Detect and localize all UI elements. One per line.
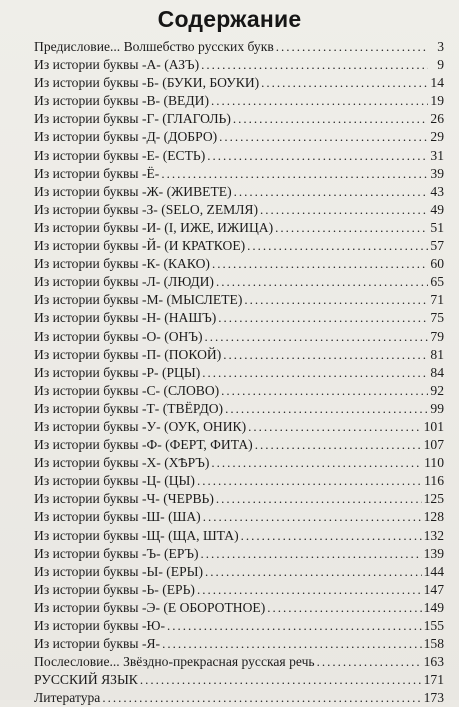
toc-entry-page: 155 (423, 618, 444, 633)
toc-entry-title: РУССКИЙ ЯЗЫК (34, 672, 138, 688)
toc-entry-title: Из истории буквы -Й- (И КРАТКОЕ) (34, 238, 246, 254)
toc-entry-page: 107 (423, 437, 444, 453)
toc-entry-page: 173 (423, 690, 444, 706)
toc-entry (34, 291, 444, 309)
toc-entry-title: Из истории буквы -Ё- (34, 165, 160, 181)
toc-entry-page: 31 (430, 147, 444, 163)
dot-leader (248, 418, 421, 436)
dot-leader (201, 545, 422, 563)
toc-entry-page: 65 (430, 274, 444, 290)
toc-entry-page: 147 (423, 581, 444, 597)
toc-entry-page: 132 (423, 527, 444, 543)
dot-leader (219, 128, 428, 146)
dot-leader (212, 255, 428, 273)
dot-leader (211, 92, 428, 110)
toc-entry-title: Из истории буквы -Н- (НАШЪ) (34, 310, 217, 326)
toc-entry-title: Из истории буквы -П- (ПОКОЙ) (34, 346, 222, 362)
toc-entry-title: Из истории буквы -М- (МЫСЛЕТЕ) (34, 292, 243, 308)
toc-entry (34, 599, 444, 617)
toc-entry (34, 671, 444, 689)
toc-entry (34, 436, 444, 454)
toc-entry-title: Из истории буквы -В- (ВЕДИ) (34, 93, 209, 109)
toc-entry-page: 149 (423, 599, 444, 615)
toc-entry-title: Из истории буквы -Б- (БУКИ, БОУКИ) (34, 75, 260, 91)
toc-entry-page: 14 (430, 75, 444, 91)
toc-entry-title: Из истории буквы -Д- (ДОБРО) (34, 129, 218, 145)
dot-leader (255, 436, 422, 454)
dot-leader (161, 165, 428, 183)
toc-entry (34, 581, 444, 599)
toc-entry (34, 255, 444, 273)
dot-leader (247, 237, 428, 255)
toc-entry-title: Из истории буквы -Щ- (ЩА, ШТА) (34, 527, 239, 543)
toc-entry-page: 75 (430, 310, 444, 326)
toc-entry-title: Из истории буквы -Р- (РЦЫ) (34, 364, 201, 380)
toc-entry (34, 237, 444, 255)
dot-leader (221, 382, 428, 400)
toc-entry (34, 689, 444, 707)
dot-leader (205, 563, 422, 581)
toc-entry-page: 43 (430, 183, 444, 199)
toc-entry-title: Из истории буквы -С- (СЛОВО) (34, 382, 220, 398)
toc-entry (34, 219, 444, 237)
toc-entry (34, 92, 444, 110)
toc-entry-title: Из истории буквы -Э- (Е ОБОРОТНОЕ) (34, 599, 266, 615)
dot-leader (216, 490, 422, 508)
toc-entry-title: Послесловие... Звёздно-прекрасная русская речь (34, 654, 315, 670)
toc-entry-page: 125 (423, 491, 444, 507)
toc-entry (34, 201, 444, 219)
toc-entry-page: 3 (437, 39, 444, 54)
toc-entry-title: Из истории буквы -Ш- (ША) (34, 509, 201, 525)
toc-entry (34, 364, 444, 382)
toc-entry-page: 57 (430, 238, 444, 254)
toc-entry (34, 110, 444, 128)
toc-entry-page: 128 (423, 509, 444, 525)
toc-entry (34, 400, 444, 418)
toc-entry-page: 139 (423, 545, 444, 561)
toc-entry-title: Из истории буквы -Ы- (ЕРЫ) (34, 563, 204, 579)
toc-entry (34, 273, 444, 291)
toc-entry-page: 19 (430, 93, 444, 109)
dot-leader (260, 201, 428, 219)
dot-leader (276, 38, 428, 56)
toc-entry (34, 418, 444, 436)
dot-leader (211, 454, 422, 472)
dot-leader (202, 364, 428, 382)
toc-entry-title: Из истории буквы -Ц- (ЦЫ) (34, 473, 195, 489)
toc-entry-page: 51 (430, 219, 444, 235)
toc-entry-page: 60 (430, 256, 444, 272)
toc-entry-page: 49 (430, 201, 444, 217)
toc-entry-page: 171 (423, 672, 444, 688)
toc-entry-title: Из истории буквы -И- (I, ИЖЕ, ИЖИЦА) (34, 219, 274, 235)
toc-entry (34, 508, 444, 526)
toc-entry-page: 79 (430, 328, 444, 344)
toc-entry-title: Из истории буквы -Г- (ГЛАГОЛЬ) (34, 111, 231, 127)
dot-leader (201, 56, 428, 74)
dot-leader (317, 653, 422, 671)
toc-entry (34, 382, 444, 400)
toc-entry-title: Из истории буквы -Ю- (34, 618, 165, 633)
dot-leader (140, 671, 422, 689)
dot-leader (223, 346, 428, 364)
toc-entry-title: Из истории буквы -Т- (ТВЁРДО) (34, 400, 224, 416)
toc-entry-title: Из истории буквы -З- (SЕLO, ZЕМЛЯ) (34, 201, 259, 217)
toc-entry (34, 74, 444, 92)
dot-leader (261, 74, 428, 92)
dot-leader (267, 599, 421, 617)
toc-entry (34, 653, 444, 671)
dot-leader (233, 110, 428, 128)
toc-entry-page: 84 (430, 364, 444, 380)
dot-leader (225, 400, 428, 418)
dot-leader (203, 508, 422, 526)
toc-entry-title: Литература (34, 690, 101, 706)
dot-leader (275, 219, 428, 237)
toc-entry (34, 38, 444, 56)
toc-entry-page: 144 (423, 563, 444, 579)
toc-entry-page: 29 (430, 129, 444, 145)
toc-entry-page: 110 (424, 455, 444, 471)
toc-entry (34, 56, 444, 74)
toc-entry-page: 92 (430, 382, 444, 398)
toc-entry-title: Из истории буквы -Ь- (ЕРЬ) (34, 581, 195, 597)
toc-entry (34, 165, 444, 183)
toc-entry (34, 563, 444, 581)
dot-leader (205, 328, 428, 346)
toc-entry-page: 39 (430, 165, 444, 181)
toc-entry (34, 309, 444, 327)
toc-entry-title: Из истории буквы -О- (ОНЪ) (34, 328, 203, 344)
toc-entry (34, 490, 444, 508)
page-title: Содержание (157, 6, 302, 32)
dot-leader (167, 617, 422, 635)
toc-entry-title: Из истории буквы -Я- (34, 636, 161, 652)
toc-entry (34, 527, 444, 545)
toc-entry-title: Из истории буквы -Л- (ЛЮДИ) (34, 274, 214, 290)
dot-leader (197, 472, 422, 490)
toc-entry (34, 617, 444, 635)
toc-entry (34, 147, 444, 165)
toc-entry-page: 9 (437, 57, 444, 73)
dot-leader (216, 273, 428, 291)
dot-leader (162, 635, 422, 653)
toc-entry (34, 346, 444, 364)
toc-entry-title: Из истории буквы -Ъ- (ЕРЪ) (34, 545, 199, 561)
toc-entry-title: Предисловие... Волшебство русских букв (34, 39, 274, 54)
dot-leader (102, 689, 421, 707)
toc-entry-title: Из истории буквы -Х- (ХѢРЪ) (34, 455, 210, 471)
toc-entry (34, 472, 444, 490)
toc-entry (34, 183, 444, 201)
toc-entry-page: 99 (430, 400, 444, 416)
toc-entry-page: 26 (430, 111, 444, 127)
toc-entry-page: 101 (423, 418, 444, 434)
toc-entry (34, 635, 444, 653)
toc-entry-page: 81 (430, 346, 444, 362)
toc-entry-title: Из истории буквы -Е- (ЕСТЬ) (34, 147, 206, 163)
dot-leader (241, 527, 422, 545)
toc-entry-page: 116 (424, 473, 444, 489)
dot-leader (218, 309, 428, 327)
toc-entry-page: 158 (423, 636, 444, 652)
dot-leader (244, 291, 428, 309)
toc-entry-page: 163 (423, 654, 444, 670)
dot-leader (234, 183, 428, 201)
toc-entry-page: 71 (430, 292, 444, 308)
dot-leader (207, 147, 428, 165)
toc-entry-title: Из истории буквы -К- (КАКО) (34, 256, 210, 272)
table-of-contents (34, 38, 444, 707)
toc-entry-title: Из истории буквы -Ф- (ФЕРТ, ФИТА) (34, 437, 253, 453)
toc-entry (34, 328, 444, 346)
toc-entry (34, 454, 444, 472)
toc-entry-title: Из истории буквы -У- (ОУК, ОНИК) (34, 418, 247, 434)
toc-entry-title: Из истории буквы -А- (АЗЪ) (34, 57, 200, 73)
toc-entry-title: Из истории буквы -Ж- (ЖИВЕТЕ) (34, 183, 232, 199)
toc-entry (34, 545, 444, 563)
dot-leader (197, 581, 422, 599)
toc-entry-title: Из истории буквы -Ч- (ЧЕРВЬ) (34, 491, 214, 507)
toc-entry (34, 128, 444, 146)
